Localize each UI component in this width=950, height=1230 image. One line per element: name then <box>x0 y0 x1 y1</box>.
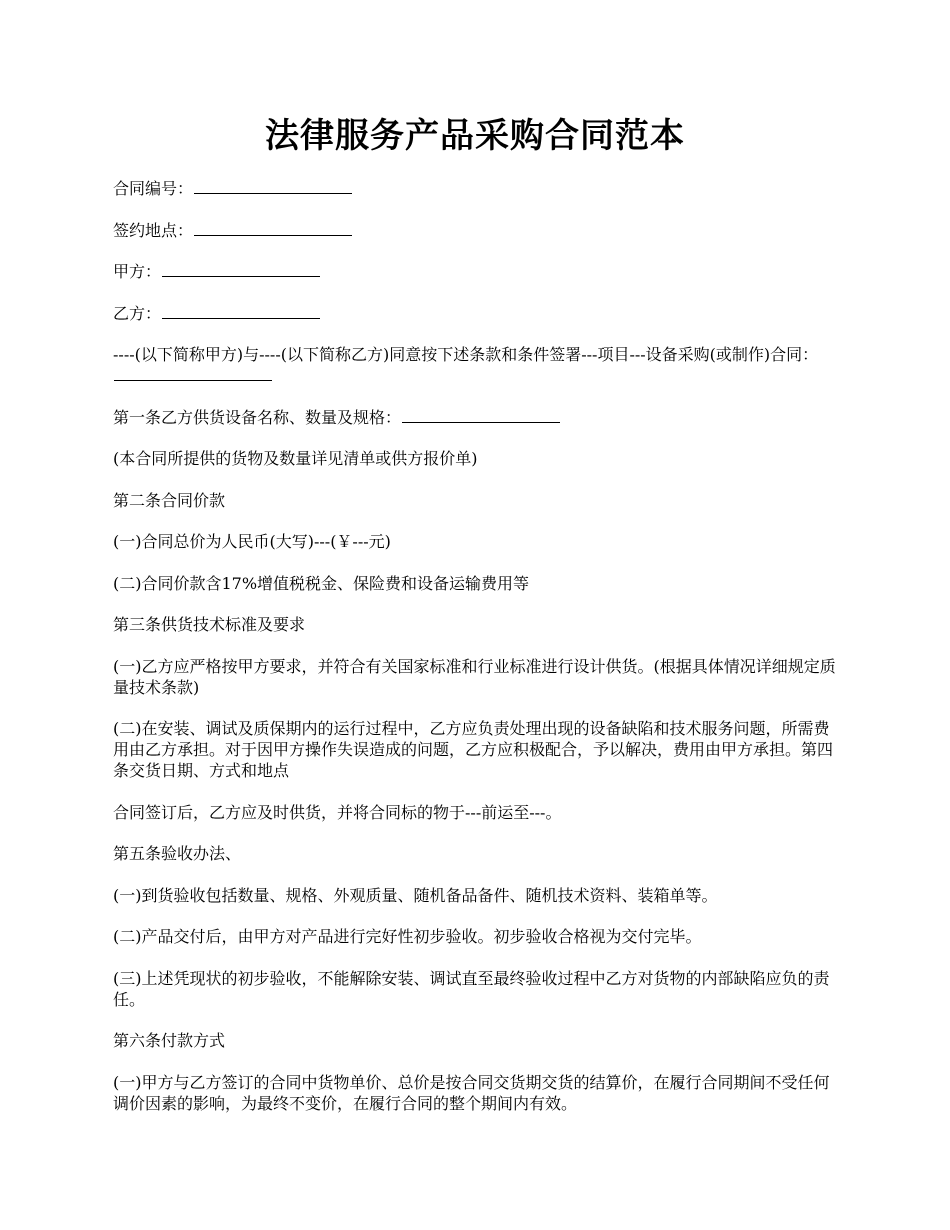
paragraph: (二)产品交付后，由甲方对产品进行完好性初步验收。初步验收合格视为交付完毕。 <box>113 927 702 946</box>
paragraph: (一)甲方与乙方签订的合同中货物单价、总价是按合同交货期交货的结算价，在履行合同期间不受任何调价因素的影响，为最终不变价，在履行合同的整个期间内有效。 <box>113 1072 830 1113</box>
paragraph: (二)合同价款含17%增值税税金、保险费和设备运输费用等 <box>113 573 530 593</box>
paragraph: (二)在安装、调试及质保期内的运行过程中，乙方应负责处理出现的设备缺陷和技术服务问题，所需费用由乙方承担。对于因甲方操作失误造成的问题，乙方应积极配合，予以解决，费用由甲方承担。第四条交货日期、方式和地点 <box>113 719 834 780</box>
paragraph: (三)上述凭现状的初步验收，不能解除安装、调试直至最终验收过程中乙方对货物的内部缺陷应负的责任。 <box>113 968 830 1009</box>
field-label: 签约地点： <box>113 220 194 240</box>
field-party-b <box>113 303 838 324</box>
document-title: 法律服务产品采购合同范本 <box>265 116 685 156</box>
field-contract-number <box>113 178 838 199</box>
field-label: 甲方： <box>113 262 162 281</box>
article-heading: 第二条合同价款 <box>113 490 226 510</box>
blank-line <box>402 408 560 423</box>
blank-line <box>162 304 320 319</box>
paragraph: (一)合同总价为人民币(大写)---(￥---元) <box>113 532 391 551</box>
paragraph: (本合同所提供的货物及数量详见清单或供方报价单) <box>113 449 478 468</box>
intro-paragraph <box>113 344 838 386</box>
article-heading: 第六条付款方式 <box>113 1031 226 1050</box>
article-1-heading <box>113 407 838 428</box>
blank-line <box>194 221 352 236</box>
field-label: 合同编号： <box>113 179 194 198</box>
field-party-a <box>113 261 838 282</box>
field-signing-location <box>113 220 838 241</box>
paragraph: (一)乙方应严格按甲方要求，并符合有关国家标准和行业标准进行设计供货。(根据具体情况详细规定质量技术条款) <box>113 656 836 697</box>
intro-text: ----(以下简称甲方)与----(以下简称乙方)同意按下述条款和条件签署---项目---设备采购(或制作)合同： <box>113 345 819 364</box>
article-heading: 第三条供货技术标准及要求 <box>113 615 306 634</box>
field-label: 乙方： <box>113 303 162 323</box>
document-body <box>113 178 838 1134</box>
article-heading: 第五条验收办法、 <box>113 844 242 863</box>
blank-line <box>162 262 320 277</box>
paragraph: 合同签订后，乙方应及时供货，并将合同标的物于---前运至---。 <box>113 802 562 822</box>
paragraph: (一)到货验收包括数量、规格、外观质量、随机备品备件、随机技术资料、装箱单等。 <box>113 885 718 905</box>
article-1-text: 第一条乙方供货设备名称、数量及规格： <box>113 407 402 427</box>
blank-line <box>194 179 352 194</box>
blank-line <box>114 366 272 381</box>
